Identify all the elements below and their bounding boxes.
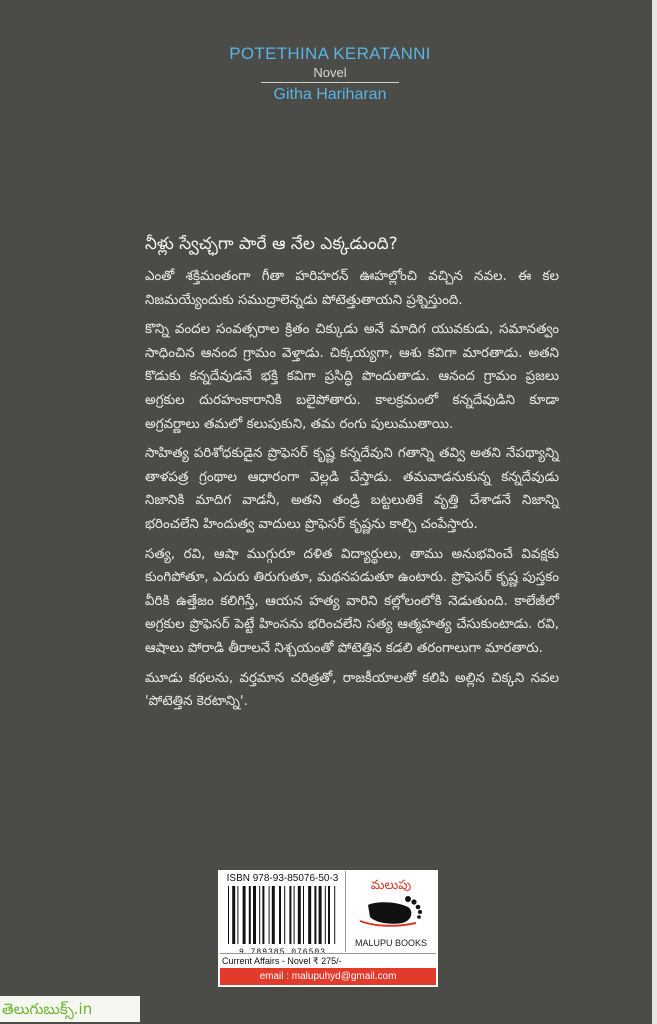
blurb-paragraph: సత్య, రవి, ఆషా ముగ్గురూ దళిత విద్యార్థులు, తాము అనుభవించే వివక్షకు కుంగిపోతూ, ఎదురు తిరుగుతూ, మథనపడుతూ ఉంటారు. ప్రొఫెసర్ కృష్ణ పుస్తకం వీరికి ఉత్తేజం కలిగిస్తే, ఆయన హత్య వారిని కల్లోలంలోకి నెడుతుంది. కాలేజీలో అగ్రకుల ప్రొఫెసర్ పెట్టే హింసను భరించలేని సత్య ఆత్మహత్య చేసుకుంటాడు. రవి, ఆషాలు పోరాడి తీరాలనే నిశ్చయంతో పోటెత్తిన కడలి తరంగాలుగా మారతారు. — [145, 546, 559, 656]
barcode-stripe — [298, 886, 301, 944]
barcode-stripe — [284, 886, 285, 944]
site-watermark: తెలుగుబుక్స్.in — [0, 996, 140, 1022]
barcode-stripe — [279, 886, 281, 944]
blurb-paragraph: మూడు కథలను, వర్తమాన చరిత్రతో, రాజకీయాలతో కలిపి అల్లిన చిక్కని నవల 'పోటెత్తిన కెరటాన్ని'. — [145, 670, 559, 710]
barcode-stripe — [249, 886, 251, 944]
barcode-stripe — [259, 886, 260, 944]
book-title: POTETHINA KERATANNI — [229, 44, 431, 63]
barcode-stripe — [237, 886, 238, 944]
barcode-stripe — [308, 886, 311, 944]
barcode-stripe — [334, 886, 335, 944]
publisher-block — [346, 871, 436, 952]
barcode-stripe — [328, 886, 330, 944]
barcode-stripe — [294, 886, 295, 944]
author-name: Githa Hariharan — [273, 86, 387, 103]
barcode-stripe — [325, 886, 326, 944]
price-line: Current Affairs - Novel ₹ 275/- — [220, 953, 436, 967]
barcode-stripe — [289, 886, 291, 944]
barcode-stripe — [272, 886, 275, 944]
publisher-name: MALUPU BOOKS — [354, 938, 428, 948]
title-block — [200, 44, 460, 105]
blurb-paragraph: సాహిత్య పరిశోధకుడైన ప్రొఫెసర్ కృష్ణ కన్నదేవుని గతాన్ని తవ్వి అతని నేపథ్యాన్ని తాళపత్ర గ్రంథాల ఆధారంగా వెల్లడి చేస్తాడు. తమవాడనుకున్న కన్నదేవుడు నిజానికి మాదిగ వాడనీ, అతని తండ్రి బట్టలుతికే వృత్తి చేశాడనే నిజాన్ని భరించలేని హిందుత్వ వాదులు ప్రొఫెసర్ కృష్ణను కాల్చి చంపేస్తారు. — [145, 446, 559, 532]
barcode-stripe — [314, 886, 316, 944]
barcode-stripe — [253, 886, 256, 944]
blurb-paragraph: ఎంతో శక్తిమంతంగా గీతా హరిహరన్ ఊహల్లోంచి వచ్చిన నవల. ఈ కల నిజమయ్యేందుకు సముద్రాలెన్నడు పోటెత్తుతాయని ప్రశ్నిస్తుంది. — [145, 269, 559, 308]
barcode-area — [220, 871, 346, 957]
barcode-stripe — [262, 886, 264, 944]
barcode-icon — [226, 886, 339, 944]
barcode-panel — [218, 870, 438, 987]
barcode-stripe — [232, 886, 235, 944]
barcode-stripe — [228, 886, 229, 944]
publisher-logo-icon — [346, 871, 436, 931]
blurb-body — [145, 265, 559, 720]
barcode-stripe — [319, 886, 322, 944]
publisher-logo-text: మలుపు — [370, 878, 412, 893]
barcode-stripe — [303, 886, 304, 944]
blurb-question: నీళ్లు స్వేచ్ఛగా పారే ఆ నేల ఎక్కడుంది? — [145, 234, 398, 254]
book-subtitle: Novel — [313, 65, 347, 80]
barcode-stripe — [269, 886, 270, 944]
blurb-paragraph: కొన్ని వందల సంవత్సరాల క్రితం చిక్కుడు అనే మాదిగ యువకుడు, సమానత్వం సాధించిన ఆనంద గ్రామం వెళ్తాడు. చిక్కయ్యగా, ఆశు కవిగా మారతాడు. అతని కొడుకు కన్నదేవుడనే భక్తి కవిగా ప్రసిద్ధి పొందుతాడు. ఆనంద గ్రామం ప్రజలు అగ్రకుల దురహంకారానికి బలైపోతారు. కాలక్రమంలో కన్నదేవుడిని కూడా అగ్రవర్ణాలు తమలో కలుపుకుని, తమ రంగు పులుముతాయి. — [145, 322, 559, 432]
barcode-stripe — [243, 886, 246, 944]
barcode-digits: 9 789385 076503 — [238, 948, 326, 957]
email-line: email : malupuhyd@gmail.com — [220, 968, 436, 985]
page-edge — [652, 0, 657, 1024]
isbn-label: ISBN 978-93-85076-50-3 — [226, 873, 339, 884]
title-divider — [261, 82, 399, 83]
